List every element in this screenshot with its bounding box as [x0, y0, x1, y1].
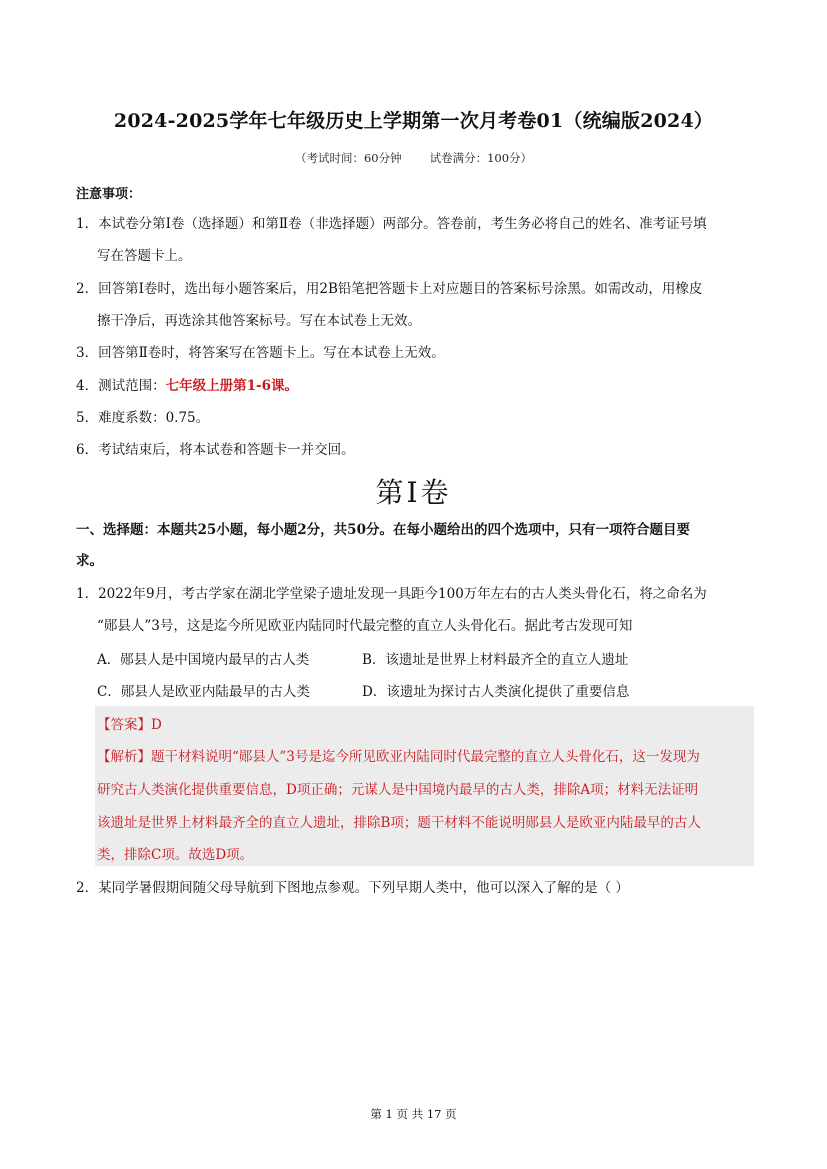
notice-item-4 — [76, 376, 298, 396]
mc-intro-line-2: 求。 — [76, 553, 103, 569]
question-2-stem: 2．某同学暑假期间随父母导航到下图地点参观。下列早期人类中，他可以深入了解的是（ ） — [76, 880, 629, 896]
exam-time: （考试时间：60分钟 — [294, 151, 402, 165]
notice-item-1-cont: 写在答题卡上。 — [97, 248, 192, 264]
exam-score: 试卷满分：100分） — [429, 151, 533, 165]
notice-heading: 注意事项： — [76, 187, 142, 202]
exam-title: 2024-2025学年七年级历史上学期第一次月考卷01（统编版2024） — [113, 110, 714, 132]
question-1-analysis-3: 该遗址是世界上材料最齐全的直立人遗址，排除B项；题干材料不能说明郧县人是欧亚内陆最早的古人 — [97, 815, 701, 831]
notice-item-4-label: 4．测试范围： — [76, 378, 166, 394]
question-1-option-c: C．郧县人是欧亚内陆最早的古人类 — [97, 684, 310, 700]
question-1-stem-cont: “郧县人”3号，这是迄今所见欧亚内陆同时代最完整的直立人头骨化石。据此考古发现可知 — [97, 618, 633, 634]
notice-item-1: 1．本试卷分第Ⅰ卷（选择题）和第Ⅱ卷（非选择题）两部分。答卷前，考生务必将自己的姓名、准考证号填 — [76, 216, 707, 232]
notice-item-2: 2．回答第Ⅰ卷时，选出每小题答案后，用2B铅笔把答题卡上对应题目的答案标号涂黑。如需改动，用橡皮 — [76, 281, 703, 297]
section-title: 第Ⅰ卷 — [375, 476, 452, 509]
notice-item-6: 6．考试结束后，将本试卷和答题卡一并交回。 — [76, 442, 355, 458]
question-1-analysis-2: 研究古人类演化提供重要信息，D项正确；元谋人是中国境内最早的古人类，排除A项；材料无法证明 — [97, 782, 699, 798]
notice-item-2-cont: 擦干净后，再选涂其他答案标号。写在本试卷上无效。 — [97, 313, 421, 329]
question-1-stem: 1．2022年9月，考古学家在湖北学堂梁子遗址发现一具距今100万年左右的古人类头骨化石，将之命名为 — [76, 586, 707, 602]
exam-subtitle — [0, 150, 827, 166]
question-1-analysis-1: 【解析】题干材料说明“郧县人”3号是迄今所见欧亚内陆同时代最完整的直立人头骨化石，这一发现为 — [97, 749, 700, 765]
mc-intro-line-1: 一、选择题：本题共25小题，每小题2分，共50分。在每小题给出的四个选项中，只有一项符合题目要 — [76, 522, 690, 538]
question-1-option-a: A．郧县人是中国境内最早的古人类 — [97, 652, 310, 668]
question-1-analysis-4: 类，排除C项。故选D项。 — [97, 847, 254, 863]
question-1-option-d: D．该遗址为探讨古人类演化提供了重要信息 — [362, 684, 630, 700]
notice-item-3: 3．回答第Ⅱ卷时，将答案写在答题卡上。写在本试卷上无效。 — [76, 345, 445, 361]
test-range: 七年级上册第1-6课。 — [165, 378, 298, 394]
notice-item-5: 5．难度系数：0.75。 — [76, 410, 210, 426]
question-1-answer: 【答案】D — [97, 717, 162, 733]
page-footer: 第 1 页 共 17 页 — [370, 1107, 457, 1121]
question-1-option-b: B．该遗址是世界上材料最齐全的直立人遗址 — [362, 652, 629, 668]
